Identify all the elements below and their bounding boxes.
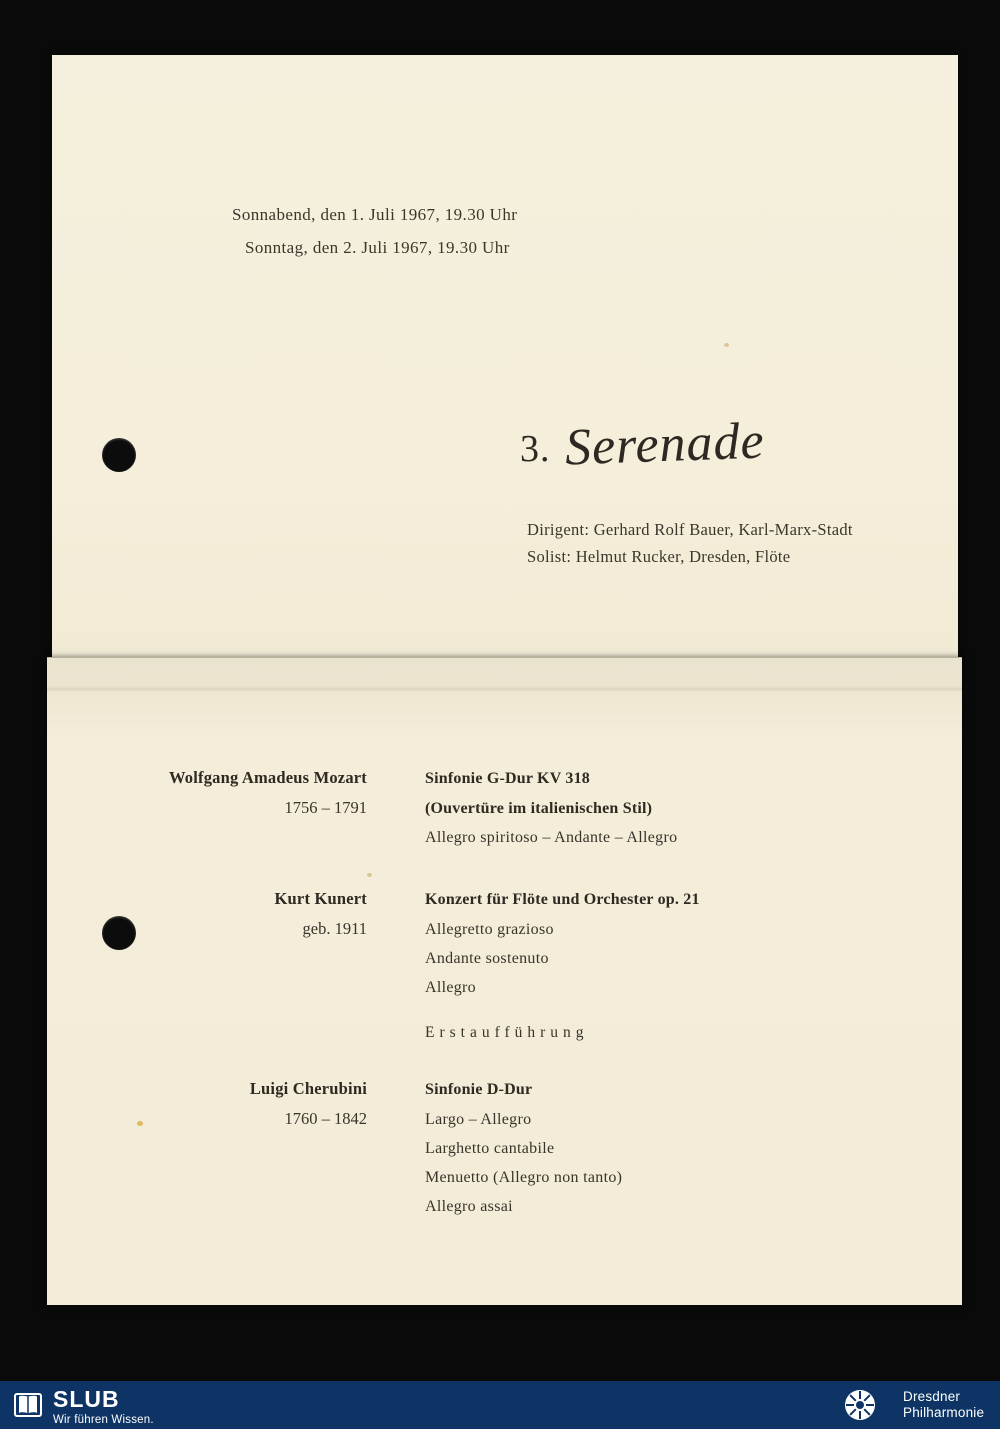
- movement: Allegro: [425, 979, 476, 996]
- book-icon: [12, 1389, 44, 1421]
- concert-number: 3.: [520, 428, 551, 470]
- philharmonie-line-2: Philharmonie: [903, 1405, 985, 1420]
- movement: Allegro assai: [425, 1198, 513, 1215]
- concert-date-line-2: Sonntag, den 2. Juli 1967, 19.30 Uhr: [245, 238, 510, 257]
- composer-dates: geb. 1911: [302, 919, 367, 938]
- movement: Largo – Allegro: [425, 1111, 532, 1128]
- viewer-footer-bar: [0, 1381, 1000, 1429]
- soloist-line: Solist: Helmut Rucker, Dresden, Flöte: [527, 547, 791, 566]
- composer-name: Kurt Kunert: [274, 889, 367, 908]
- concert-title: [520, 412, 765, 477]
- program-page-two: [47, 657, 962, 1305]
- concert-date-line-1: Sonnabend, den 1. Juli 1967, 19.30 Uhr: [232, 205, 518, 224]
- program-row: [147, 914, 907, 944]
- program-row: [147, 793, 907, 823]
- program-row: [147, 1104, 907, 1134]
- paper-stain: [137, 1121, 143, 1126]
- movement: Allegro spiritoso – Andante – Allegro: [425, 829, 678, 846]
- slub-logo-text: SLUB: [53, 1386, 120, 1412]
- movement: Allegretto grazioso: [425, 921, 554, 938]
- program-row: [147, 1134, 907, 1163]
- conductor-line: Dirigent: Gerhard Rolf Bauer, Karl-Marx-Stadt: [527, 520, 853, 539]
- premiere-note: Erstaufführung: [425, 1024, 589, 1041]
- program-entry-kunert: [147, 884, 907, 1047]
- punch-hole-bottom: [102, 916, 136, 950]
- work-title: Sinfonie G-Dur KV 318: [425, 770, 590, 787]
- punch-hole-top: [102, 438, 136, 472]
- program-row: [147, 763, 907, 793]
- slub-tagline: Wir führen Wissen.: [53, 1414, 154, 1426]
- program-row: [147, 944, 907, 973]
- composer-name: Wolfgang Amadeus Mozart: [168, 768, 367, 787]
- composer-name: Luigi Cherubini: [249, 1079, 367, 1098]
- philharmonie-branding: [843, 1388, 984, 1422]
- composer-dates: 1760 – 1842: [284, 1109, 367, 1128]
- program-row: [147, 1192, 907, 1221]
- movement: Andante sostenuto: [425, 950, 549, 967]
- paper-stain: [724, 343, 729, 347]
- composer-dates: 1756 – 1791: [284, 798, 367, 817]
- program-row: [147, 1163, 907, 1192]
- philharmonie-logo-icon: [843, 1388, 877, 1422]
- program-entry-mozart: [147, 763, 907, 852]
- concert-title-script: Serenade: [563, 412, 765, 477]
- philharmonie-text: [903, 1389, 984, 1421]
- program-entry-cherubini: [147, 1074, 907, 1221]
- program-row: [147, 884, 907, 914]
- slub-text: [53, 1388, 154, 1426]
- work-title: Sinfonie D-Dur: [425, 1081, 533, 1098]
- program-page-one: [52, 55, 958, 657]
- movement: Menuetto (Allegro non tanto): [425, 1169, 623, 1186]
- program-row: [147, 1018, 907, 1047]
- philharmonie-line-1: Dresdner: [903, 1389, 961, 1404]
- program-row: [147, 973, 907, 1002]
- program-row: [147, 1074, 907, 1104]
- paper-stain: [367, 873, 372, 877]
- movement: Larghetto cantabile: [425, 1140, 555, 1157]
- slub-branding: [12, 1388, 154, 1426]
- program-row: [147, 823, 907, 852]
- work-title: Konzert für Flöte und Orchester op. 21: [425, 891, 700, 908]
- work-subtitle: (Ouvertüre im italienischen Stil): [425, 800, 653, 817]
